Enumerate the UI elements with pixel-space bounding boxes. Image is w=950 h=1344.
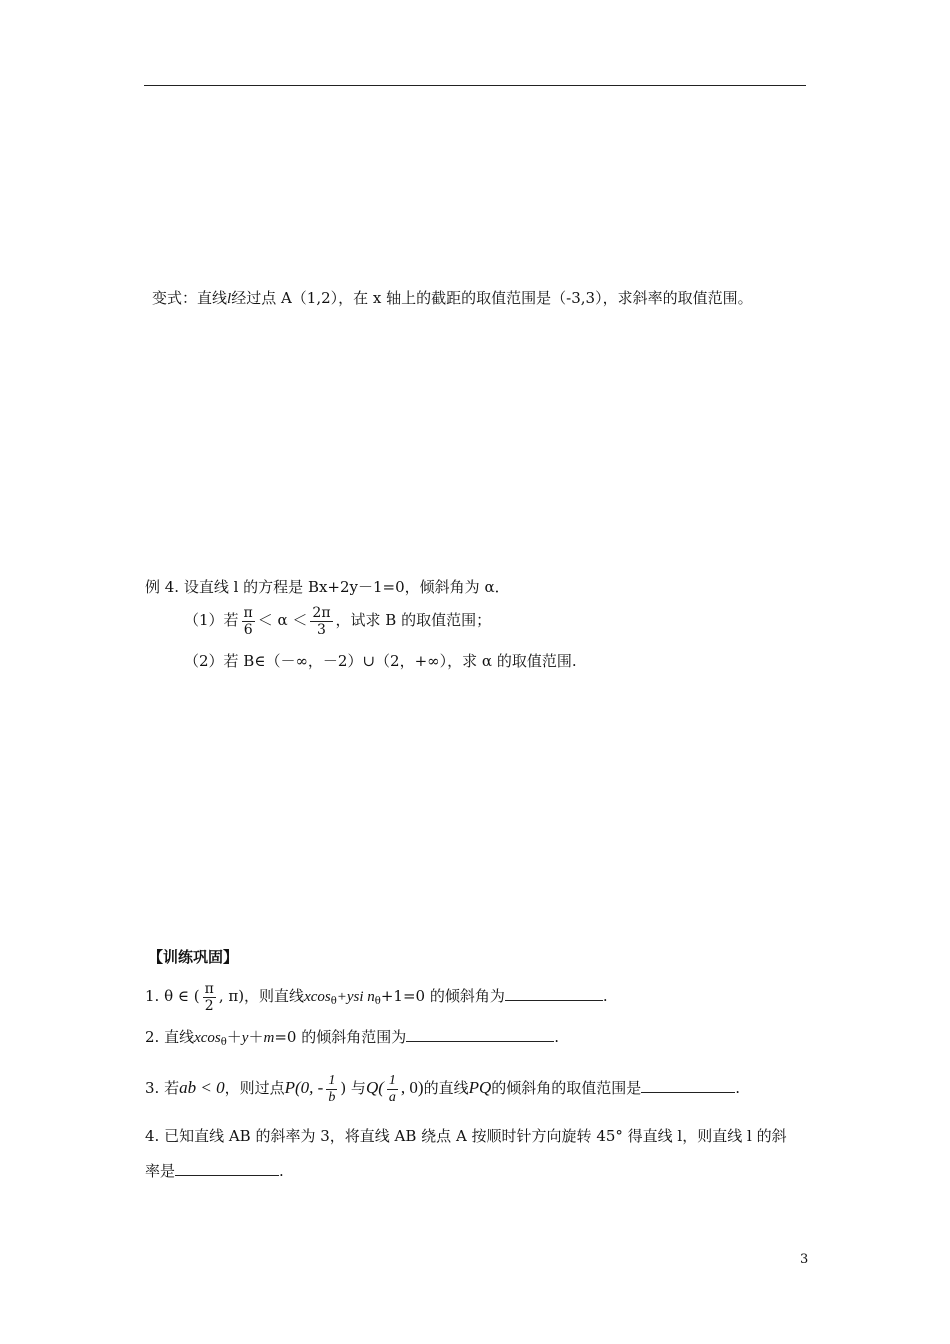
example-4-part-2: （2）若 B∈（－∞，－2）∪（2，+∞），求 α 的取值范围. [184,652,577,670]
point-Q: Q( [365,1078,384,1097]
fraction-pi-over-2: $\frac{\pi}{2}$ [204,980,214,1014]
part1-prefix: （1）若 [184,611,239,629]
answer-blank-3[interactable] [641,1078,735,1093]
question-1: 1. θ ∈ ( $\frac{\pi}{2}$ , π)，则直线xcos$_\theta$+ysi $n_\theta+1=0$ 的倾斜角为 . [145,980,608,1014]
answer-blank-2[interactable] [406,1027,554,1042]
fraction-1-over-b: $\frac{1}{b}$ [328,1072,336,1105]
point-P: P(0, - [284,1078,324,1097]
variant-prefix: 变式：直线 [152,289,228,307]
question-4-line-1: 4. 已知直线 AB 的斜率为 3，将直线 AB 绕点 A 按顺时针方向旋转 45° 得直线 l，则直线 l 的斜 [145,1127,787,1145]
answer-blank-4[interactable] [175,1161,279,1176]
page-number: 3 [800,1252,809,1267]
header-rule [144,85,806,86]
condition-ab: ab < 0 [179,1078,225,1097]
fraction-1-over-a: $\frac{1}{a}$ [388,1072,396,1105]
part1-inequality: ＜ α ＜ [257,611,308,629]
part1-suffix: ，试求 B 的取值范围； [335,611,492,629]
line-symbol: l [227,291,232,307]
answer-blank-1[interactable] [505,986,603,1001]
fraction-2pi-over-3: $\frac{2\pi}{3}$ [312,604,331,638]
variant-text: 经过点 A（1,2），在 x 轴上的截距的取值范围是（-3,3），求斜率的取值范围。 [231,289,753,307]
example-4-title: 例 4. 设直线 l 的方程是 Bx+2y－1=0，倾斜角为 α． [145,578,510,596]
question-4-line-2: 率是 . [145,1162,284,1180]
question-3: 3. 若ab < 0，则过点P(0, - $\frac{1}{b}$ ) 与Q( $\frac{1}{a}$ , 0)的直线PQ的倾斜角的取值范围是 . [145,1072,741,1105]
line-PQ: PQ [468,1078,492,1097]
example-4-part-1 [184,600,491,640]
question-2: 2. 直线xcos$_\theta$＋y＋m=0 的倾斜角范围为 . [145,1028,559,1048]
variant-problem [152,288,753,309]
fraction-pi-over-6: $\frac{\pi}{6}$ [243,604,253,638]
training-heading: 【训练巩固】 [148,948,239,966]
